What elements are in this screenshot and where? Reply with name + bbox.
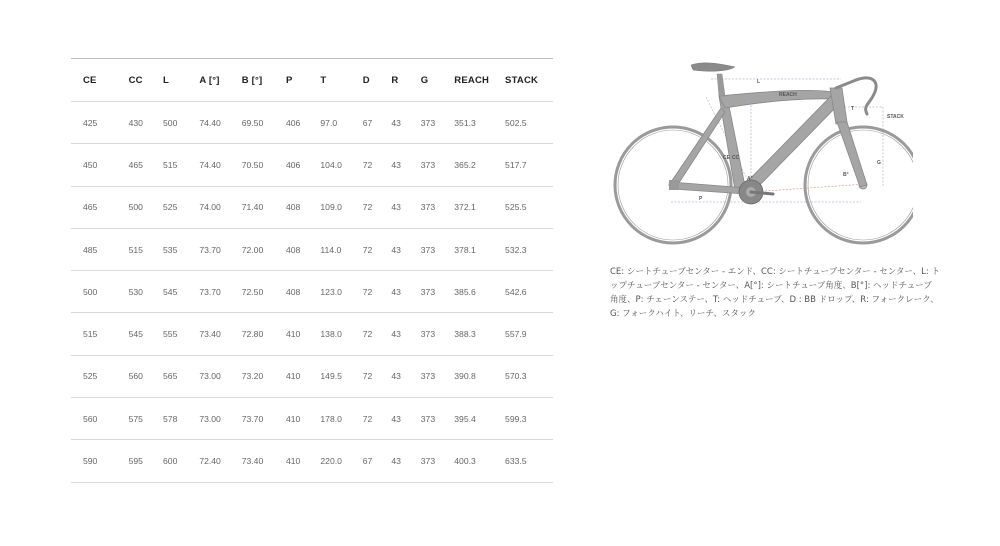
rear-derailleur [669, 180, 679, 190]
cell-stack: 570.3 [505, 355, 553, 397]
cell-p: 410 [286, 355, 320, 397]
saddle-group [691, 63, 735, 96]
cell-ce: 485 [71, 228, 129, 270]
cell-r: 43 [391, 102, 420, 144]
table-row [71, 228, 553, 270]
cell-g: 373 [421, 313, 455, 355]
handlebar [856, 78, 876, 114]
cell-t: 178.0 [320, 398, 362, 440]
cell-t: 149.5 [320, 355, 362, 397]
cell-p: 408 [286, 186, 320, 228]
cell-ce: 525 [71, 355, 129, 397]
cell-stack: 633.5 [505, 440, 553, 482]
ce-label: CE [723, 155, 730, 161]
cell-r: 43 [391, 355, 420, 397]
cell-a: 73.70 [199, 228, 241, 270]
cell-cc: 530 [129, 271, 163, 313]
table-row [71, 440, 553, 482]
cell-stack: 525.5 [505, 186, 553, 228]
cell-p: 406 [286, 144, 320, 186]
cell-d: 72 [363, 313, 392, 355]
cell-ce: 590 [71, 440, 129, 482]
cell-reach: 385.6 [454, 271, 505, 313]
crank-arm [751, 192, 773, 194]
cell-l: 535 [163, 228, 199, 270]
fork [837, 122, 867, 187]
cell-r: 43 [391, 398, 420, 440]
reach-label: REACH [779, 92, 797, 98]
cell-g: 373 [421, 186, 455, 228]
cell-r: 43 [391, 313, 420, 355]
geometry-legend: CE: シートチューブセンター - エンド、CC: シートチューブセンター - センター、L: トップチューブセンター - センター、A[°]: シートチューブ角度、B[°]: ヘッドチューブ角度、P: チェーンステー、T: ヘッドチューブ、D : BB ドロップ、R: フォークレーク、G: フォークハイト、リーチ、スタック [610, 267, 940, 319]
column-header-g: G [421, 59, 455, 102]
cell-d: 67 [363, 102, 392, 144]
cell-b: 72.50 [242, 271, 286, 313]
cell-g: 373 [421, 398, 455, 440]
cell-t: 97.0 [320, 102, 362, 144]
cell-p: 408 [286, 271, 320, 313]
table-row [71, 144, 553, 186]
cell-l: 545 [163, 271, 199, 313]
cell-r: 43 [391, 186, 420, 228]
seatpost [717, 74, 725, 96]
p-label: P [699, 196, 703, 202]
cell-cc: 430 [129, 102, 163, 144]
t-label: T [851, 106, 855, 112]
frame [671, 88, 867, 194]
cell-reach: 400.3 [454, 440, 505, 482]
cell-g: 373 [421, 228, 455, 270]
cell-l: 515 [163, 144, 199, 186]
cell-ce: 450 [71, 144, 129, 186]
cell-stack: 502.5 [505, 102, 553, 144]
top-tube [719, 90, 833, 108]
column-header-reach: REACH [454, 59, 505, 102]
cell-reach: 378.1 [454, 228, 505, 270]
cell-b: 73.40 [242, 440, 286, 482]
column-header-l: L [163, 59, 199, 102]
cell-a: 74.40 [199, 144, 241, 186]
cell-t: 104.0 [320, 144, 362, 186]
cell-ce: 425 [71, 102, 129, 144]
column-header-t: T [320, 59, 362, 102]
cell-p: 408 [286, 228, 320, 270]
cell-reach: 351.3 [454, 102, 505, 144]
cell-b: 69.50 [242, 102, 286, 144]
cell-ce: 500 [71, 271, 129, 313]
table-row [71, 398, 553, 440]
cell-g: 373 [421, 144, 455, 186]
cell-r: 43 [391, 228, 420, 270]
cell-b: 72.80 [242, 313, 286, 355]
cell-a: 73.70 [199, 271, 241, 313]
cell-d: 67 [363, 440, 392, 482]
cell-d: 72 [363, 144, 392, 186]
cell-b: 71.40 [242, 186, 286, 228]
cell-cc: 575 [129, 398, 163, 440]
bike-diagram-svg [611, 52, 913, 250]
table-row [71, 102, 553, 144]
cell-cc: 515 [129, 228, 163, 270]
cell-ce: 465 [71, 186, 129, 228]
cell-g: 373 [421, 271, 455, 313]
geometry-header-row [71, 59, 553, 102]
cell-ce: 515 [71, 313, 129, 355]
cell-t: 138.0 [320, 313, 362, 355]
cell-a: 72.40 [199, 440, 241, 482]
cell-b: 73.70 [242, 398, 286, 440]
cell-a: 74.40 [199, 102, 241, 144]
cell-d: 72 [363, 186, 392, 228]
cell-reach: 388.3 [454, 313, 505, 355]
cell-l: 525 [163, 186, 199, 228]
cell-p: 410 [286, 313, 320, 355]
cell-stack: 542.6 [505, 271, 553, 313]
cell-g: 373 [421, 440, 455, 482]
a-angle-label: A° [747, 176, 753, 182]
cell-d: 72 [363, 398, 392, 440]
cc-label: CC [732, 155, 740, 161]
column-header-a: A [°] [199, 59, 241, 102]
cell-d: 72 [363, 228, 392, 270]
table-row [71, 313, 553, 355]
cell-b: 70.50 [242, 144, 286, 186]
cell-d: 72 [363, 355, 392, 397]
cell-l: 555 [163, 313, 199, 355]
cell-p: 406 [286, 102, 320, 144]
b-angle-label: B° [843, 172, 849, 178]
cell-p: 410 [286, 440, 320, 482]
cell-a: 73.40 [199, 313, 241, 355]
cell-r: 43 [391, 440, 420, 482]
cell-l: 500 [163, 102, 199, 144]
wheels [615, 127, 913, 243]
cell-reach: 390.8 [454, 355, 505, 397]
column-header-stack: STACK [505, 59, 553, 102]
column-header-ce: CE [71, 59, 129, 102]
cell-l: 600 [163, 440, 199, 482]
cell-r: 43 [391, 144, 420, 186]
bike-geometry-diagram [611, 52, 913, 250]
cell-cc: 595 [129, 440, 163, 482]
cell-t: 220.0 [320, 440, 362, 482]
stack-label: STACK [887, 114, 904, 120]
cell-t: 114.0 [320, 228, 362, 270]
cell-t: 123.0 [320, 271, 362, 313]
cell-a: 73.00 [199, 355, 241, 397]
table-row [71, 186, 553, 228]
cell-cc: 465 [129, 144, 163, 186]
column-header-cc: CC [129, 59, 163, 102]
column-header-d: D [363, 59, 392, 102]
cell-ce: 560 [71, 398, 129, 440]
saddle [691, 63, 735, 71]
cell-g: 373 [421, 102, 455, 144]
l-label: L [757, 79, 761, 85]
cell-l: 578 [163, 398, 199, 440]
cell-stack: 517.7 [505, 144, 553, 186]
g-label: G [877, 160, 881, 166]
cell-r: 43 [391, 271, 420, 313]
cell-stack: 532.3 [505, 228, 553, 270]
cell-reach: 365.2 [454, 144, 505, 186]
cell-cc: 500 [129, 186, 163, 228]
cell-t: 109.0 [320, 186, 362, 228]
cell-a: 73.00 [199, 398, 241, 440]
geometry-table-body [71, 102, 553, 483]
cell-p: 410 [286, 398, 320, 440]
table-row [71, 355, 553, 397]
table-row [71, 271, 553, 313]
cell-reach: 372.1 [454, 186, 505, 228]
cell-cc: 545 [129, 313, 163, 355]
cell-d: 72 [363, 271, 392, 313]
cell-l: 565 [163, 355, 199, 397]
cell-reach: 395.4 [454, 398, 505, 440]
column-header-r: R [391, 59, 420, 102]
cell-stack: 557.9 [505, 313, 553, 355]
cell-b: 72.00 [242, 228, 286, 270]
stem [836, 80, 856, 88]
down-tube [739, 94, 841, 194]
column-header-p: P [286, 59, 320, 102]
cell-stack: 599.3 [505, 398, 553, 440]
cell-b: 73.20 [242, 355, 286, 397]
cell-g: 373 [421, 355, 455, 397]
cell-a: 74.00 [199, 186, 241, 228]
column-header-b: B [°] [242, 59, 286, 102]
geometry-table [71, 58, 553, 483]
cell-cc: 560 [129, 355, 163, 397]
